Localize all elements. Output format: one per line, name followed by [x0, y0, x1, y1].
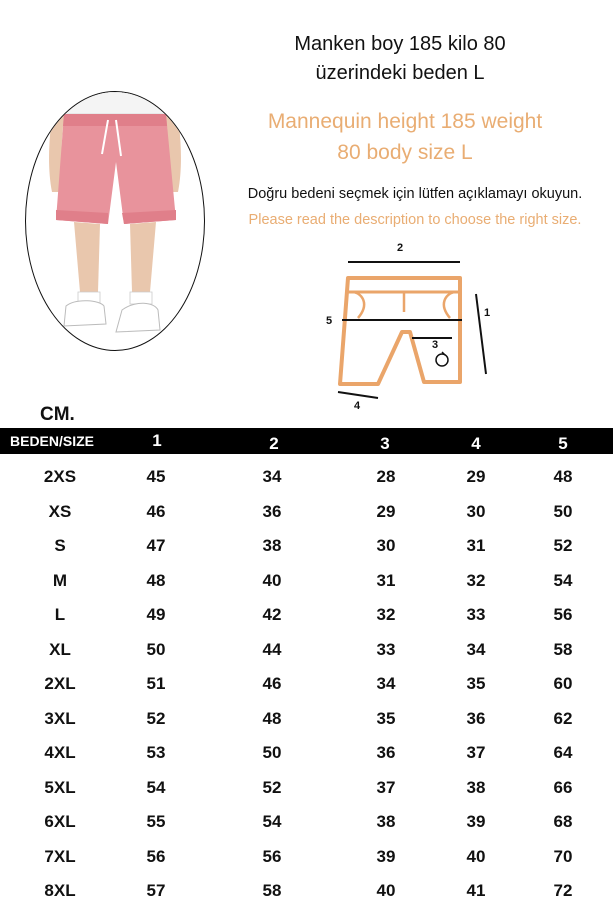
measure-label-5: 5	[326, 315, 333, 327]
measure-cell-3: 29	[376, 501, 396, 521]
table-row	[0, 840, 613, 875]
rotate-icon	[436, 354, 448, 366]
unit-label: CM.	[40, 404, 75, 425]
measure-cell-1: 52	[146, 708, 166, 728]
measure-cell-3: 34	[376, 674, 396, 693]
measure-cell-1: 53	[146, 743, 166, 762]
measure-cell-3: 36	[376, 743, 396, 762]
column-header-4: 4	[471, 434, 481, 453]
measure-cell-4: 34	[466, 639, 486, 659]
measure-cell-3: 31	[376, 570, 396, 590]
measure-cell-5: 50	[553, 501, 573, 521]
table-row	[0, 564, 613, 599]
measure-cell-4: 29	[466, 467, 486, 486]
measure-cell-5: 68	[553, 812, 573, 831]
measure-cell-4: 31	[466, 536, 486, 555]
measure-cell-4: 41	[466, 881, 486, 900]
table-row	[0, 529, 613, 564]
measure-cell-2: 40	[262, 570, 282, 590]
measure-cell-5: 56	[553, 605, 573, 624]
measure-cell-4: 33	[466, 605, 486, 624]
measure-cell-2: 46	[262, 674, 282, 693]
measure-cell-3: 39	[376, 846, 396, 866]
column-header-3: 3	[380, 434, 390, 453]
measure-label-2: 2	[396, 242, 404, 254]
measure-cell-3: 32	[376, 605, 396, 624]
measure-cell-3: 33	[376, 639, 396, 659]
table-row	[0, 702, 613, 737]
measure-cell-1: 45	[146, 467, 166, 486]
measure-label-4: 4	[354, 400, 361, 412]
size-cell: XS	[48, 501, 72, 521]
column-header-5: 5	[558, 434, 568, 453]
measure-cell-4: 37	[466, 743, 486, 762]
measure-cell-4: 32	[466, 570, 486, 590]
mannequin-info-tr	[250, 30, 550, 88]
column-header-2: 2	[269, 434, 279, 453]
measure-cell-5: 62	[553, 708, 573, 728]
measure-cell-1: 56	[146, 846, 166, 866]
measure-cell-1: 48	[146, 570, 166, 590]
size-note-tr: Doğru bedeni seçmek için lütfen açıklamayı okuyun.	[247, 186, 583, 202]
size-cell: L	[54, 605, 66, 624]
measure-cell-4: 36	[466, 708, 486, 728]
mannequin-info-en-line1: Mannequin height 185 weight	[267, 110, 543, 133]
size-cell: M	[52, 570, 68, 590]
measure-cell-3: 35	[376, 708, 396, 728]
measure-cell-5: 48	[553, 467, 573, 486]
measure-cell-2: 56	[262, 846, 282, 866]
measure-cell-5: 72	[553, 881, 573, 900]
measure-cell-2: 38	[262, 536, 282, 555]
size-note-en: Please read the description to choose the right size.	[248, 212, 582, 228]
measure-cell-4: 39	[466, 812, 486, 831]
measure-cell-5: 54	[553, 570, 573, 590]
size-cell: 7XL	[44, 846, 76, 866]
measure-cell-3: 28	[376, 467, 396, 486]
table-row	[0, 736, 613, 771]
mannequin-photo	[25, 91, 205, 351]
size-table-body	[0, 460, 613, 909]
measure-cell-1: 47	[146, 536, 166, 555]
size-cell: XL	[49, 639, 71, 659]
measure-cell-2: 50	[262, 743, 282, 762]
measure-cell-1: 54	[146, 777, 166, 797]
measure-cell-3: 37	[376, 777, 396, 797]
table-row	[0, 805, 613, 840]
measure-cell-3: 38	[376, 812, 396, 831]
measure-cell-2: 54	[262, 812, 282, 831]
measure-cell-4: 35	[466, 674, 486, 693]
measure-cell-1: 57	[146, 881, 166, 900]
mannequin-info-tr-line1: Manken boy 185 kilo 80	[294, 33, 506, 55]
mannequin-info-en-line2: 80 body size L	[337, 141, 473, 164]
table-row	[0, 771, 613, 806]
table-row	[0, 495, 613, 530]
size-cell: 2XS	[43, 467, 77, 486]
measure-cell-5: 52	[553, 536, 573, 555]
measure-cell-5: 70	[553, 846, 573, 866]
size-column-header: BEDEN/SIZE	[10, 433, 95, 449]
column-header-1: 1	[152, 431, 162, 450]
size-cell: 8XL	[44, 881, 76, 900]
table-row	[0, 667, 613, 702]
measure-cell-5: 58	[553, 639, 573, 659]
measure-cell-2: 44	[262, 639, 282, 659]
measure-cell-4: 30	[466, 501, 486, 521]
measure-cell-1: 50	[146, 639, 166, 659]
measurement-diagram	[318, 232, 508, 422]
measure-cell-2: 52	[262, 777, 282, 797]
measure-cell-4: 38	[466, 777, 486, 797]
table-row	[0, 598, 613, 633]
size-cell: 2XL	[44, 674, 76, 693]
measure-label-1: 1	[484, 307, 491, 319]
measure-cell-2: 58	[262, 881, 282, 900]
measure-cell-2: 34	[262, 467, 282, 486]
measure-cell-3: 30	[376, 536, 396, 555]
measure-label-3: 3	[432, 339, 439, 351]
size-cell: 5XL	[44, 777, 76, 797]
measure-cell-5: 64	[553, 743, 573, 762]
measure-cell-2: 48	[262, 708, 282, 728]
mannequin-info-tr-line2: üzerindeki beden L	[315, 62, 485, 84]
measure-cell-1: 55	[146, 812, 166, 831]
table-row	[0, 460, 613, 495]
size-cell: 6XL	[44, 812, 76, 831]
table-header	[0, 428, 613, 454]
measure-cell-3: 40	[376, 881, 396, 900]
measure-cell-5: 60	[553, 674, 573, 693]
measure-cell-1: 49	[146, 605, 166, 624]
measure-cell-1: 51	[146, 674, 166, 693]
size-cell: 3XL	[44, 708, 76, 728]
table-row	[0, 874, 613, 909]
measure-cell-2: 36	[262, 501, 282, 521]
measure-cell-5: 66	[553, 777, 573, 797]
measure-cell-1: 46	[146, 501, 166, 521]
measure-cell-4: 40	[466, 846, 486, 866]
table-row	[0, 633, 613, 668]
mannequin-info-en	[240, 106, 570, 168]
size-cell: 4XL	[44, 743, 76, 762]
measure-cell-2: 42	[262, 605, 282, 624]
size-cell: S	[54, 536, 66, 555]
